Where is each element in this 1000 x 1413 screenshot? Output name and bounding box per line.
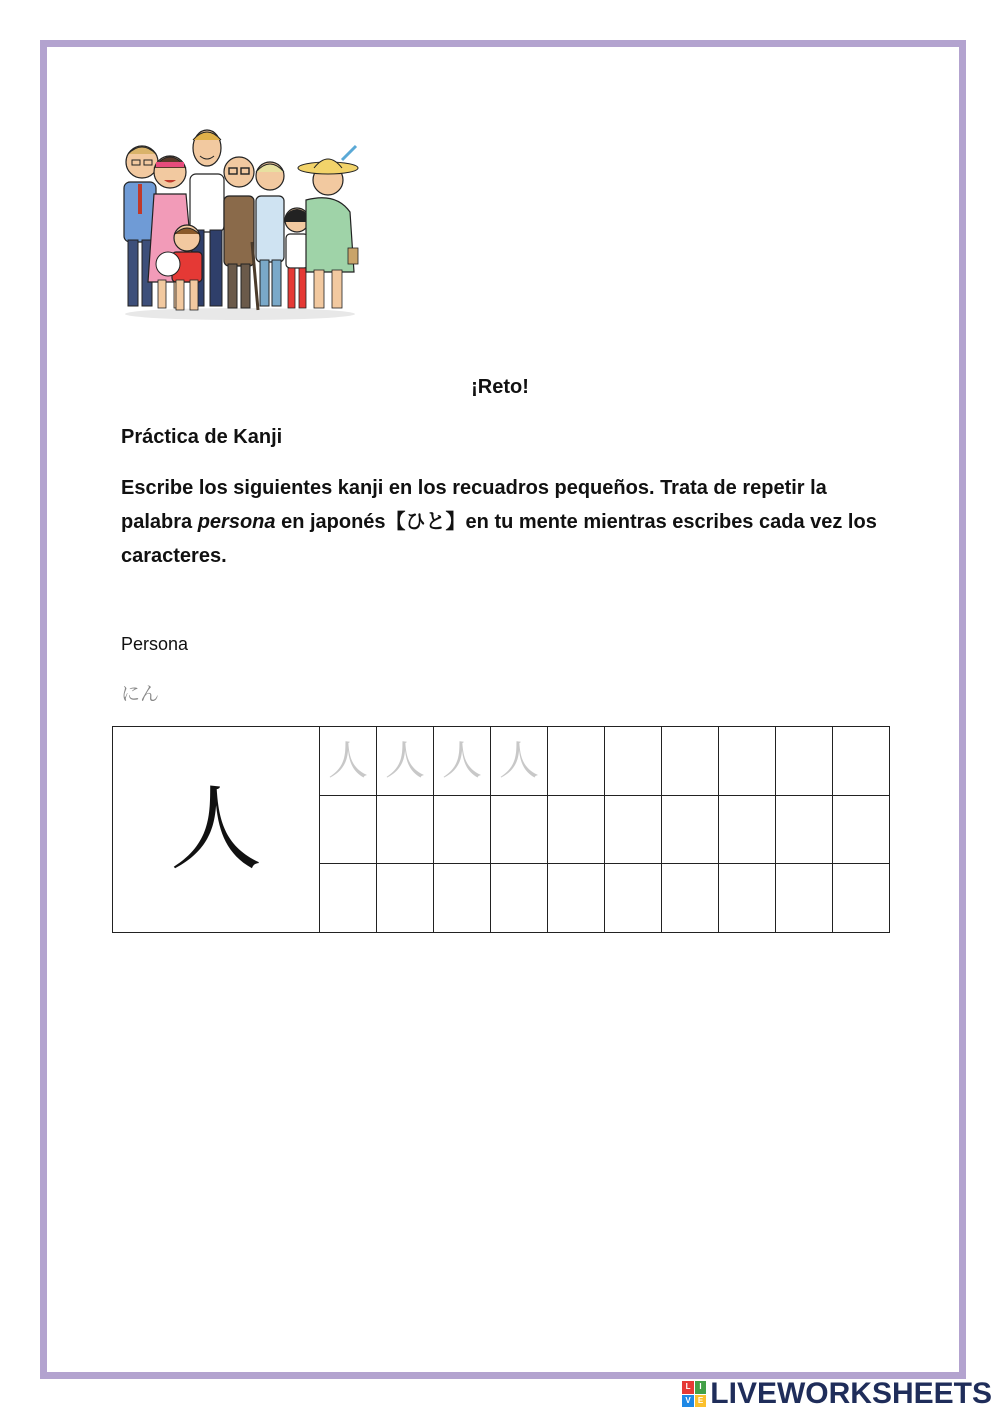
practice-cell[interactable]: [833, 727, 890, 796]
person-figure: [224, 157, 258, 310]
trace-cell[interactable]: [320, 727, 377, 796]
kanji-reading: にん: [121, 683, 160, 705]
practice-cell[interactable]: [605, 795, 662, 864]
badge-letter: L: [682, 1381, 694, 1394]
model-kanji-cell: [113, 727, 320, 933]
kanji-practice-grid: [112, 726, 890, 933]
person-figure: [256, 162, 284, 306]
practice-cell[interactable]: [548, 727, 605, 796]
model-kanji: 人: [169, 775, 262, 883]
trace-kanji: 人: [499, 737, 539, 784]
practice-cell[interactable]: [605, 727, 662, 796]
trace-kanji: 人: [385, 737, 425, 784]
practice-cell[interactable]: [377, 795, 434, 864]
section-title: Práctica de Kanji: [121, 426, 283, 448]
practice-cell[interactable]: [719, 727, 776, 796]
instructions-emphasis: persona: [197, 511, 276, 533]
liveworksheets-logo-icon: [682, 1381, 706, 1407]
badge-letter: I: [695, 1381, 707, 1394]
practice-cell[interactable]: [776, 727, 833, 796]
practice-cell[interactable]: [776, 795, 833, 864]
practice-cell[interactable]: [662, 727, 719, 796]
person-figure: [298, 146, 358, 308]
practice-cell[interactable]: [320, 795, 377, 864]
instructions-text-end: en japonés【ひと】en tu mente mientras escribes cada vez los caracteres.: [121, 511, 877, 567]
practice-cell[interactable]: [833, 864, 890, 933]
badge-letter: E: [695, 1395, 707, 1408]
trace-kanji: 人: [328, 737, 368, 784]
practice-cell[interactable]: [491, 864, 548, 933]
liveworksheets-wordmark: LIVEWORKSHEETS: [710, 1377, 992, 1410]
practice-cell[interactable]: [719, 795, 776, 864]
trace-cell[interactable]: [434, 727, 491, 796]
practice-cell[interactable]: [548, 795, 605, 864]
practice-cell[interactable]: [320, 864, 377, 933]
practice-cell[interactable]: [662, 864, 719, 933]
practice-cell[interactable]: [662, 795, 719, 864]
trace-kanji: 人: [442, 737, 482, 784]
practice-cell[interactable]: [434, 864, 491, 933]
challenge-title: ¡Reto!: [471, 376, 529, 398]
practice-cell[interactable]: [833, 795, 890, 864]
instructions-paragraph: [121, 471, 891, 573]
instructions-text-start: Escribe los siguientes kanji en los recuadros pequeños. Trata de repetir la palabra: [121, 477, 827, 533]
practice-cell[interactable]: [377, 864, 434, 933]
trace-cell[interactable]: [491, 727, 548, 796]
trace-cell[interactable]: [377, 727, 434, 796]
grid-row: [113, 727, 890, 796]
liveworksheets-watermark: [682, 1377, 992, 1411]
practice-cell[interactable]: [434, 795, 491, 864]
practice-cell[interactable]: [776, 864, 833, 933]
badge-letter: V: [682, 1395, 694, 1408]
practice-cell[interactable]: [491, 795, 548, 864]
word-label: Persona: [121, 634, 189, 654]
practice-cell[interactable]: [719, 864, 776, 933]
family-illustration: [120, 122, 360, 322]
practice-cell[interactable]: [548, 864, 605, 933]
practice-cell[interactable]: [605, 864, 662, 933]
